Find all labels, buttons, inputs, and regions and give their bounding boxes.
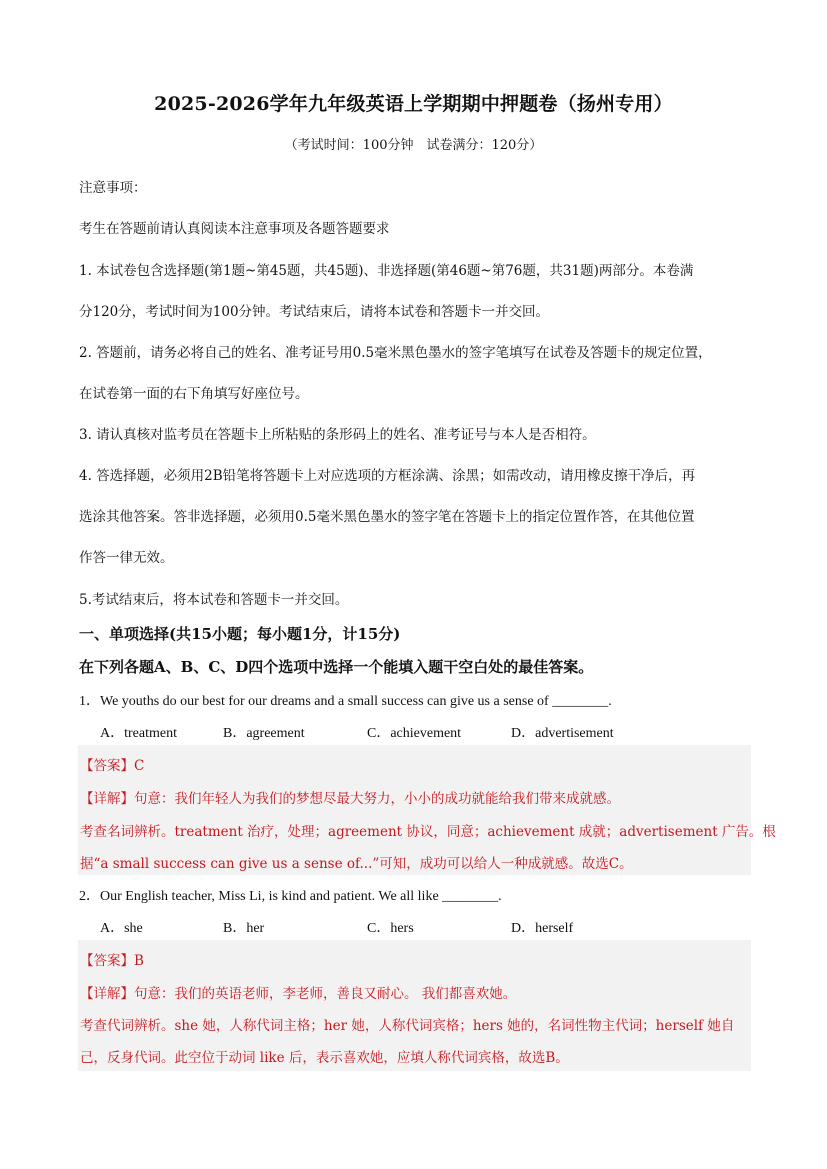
answer-detail: 考查代词辨析。she 她，人称代词主格；her 她，人称代词宾格；hers 她的，名词性物主代词；herself 她自 bbox=[80, 1018, 735, 1034]
notice-line: 作答一律无效。 bbox=[79, 550, 174, 566]
option-a: A．treatment bbox=[100, 726, 177, 741]
answer-detail: 己，反身代词。此空位于动词 like 后，表示喜欢她，应填人称代词宾格，故选B。 bbox=[80, 1050, 569, 1066]
notice-line: 2. 答题前，请务必将自己的姓名、准考证号用0.5毫米黑色墨水的签字笔填写在试卷及答题卡的规定位置， bbox=[79, 345, 712, 361]
notice-intro: 考生在答题前请认真阅读本注意事项及各题答题要求 bbox=[79, 221, 390, 237]
option-a: A．she bbox=[100, 921, 143, 936]
notice-line: 5.考试结束后，将本试卷和答题卡一并交回。 bbox=[79, 592, 349, 608]
answer-label: 【答案】B bbox=[80, 953, 144, 969]
option-b: B．her bbox=[223, 921, 265, 936]
answer-label: 【答案】C bbox=[80, 758, 145, 774]
notice-line: 3. 请认真核对监考员在答题卡上所粘贴的条形码上的姓名、准考证号与本人是否相符。 bbox=[79, 427, 596, 443]
section-instruction: 在下列各题A、B、C、D四个选项中选择一个能填入题干空白处的最佳答案。 bbox=[79, 658, 594, 676]
exam-title: 2025-2026学年九年级英语上学期期中押题卷（扬州专用） bbox=[154, 93, 673, 115]
answer-detail: 据“a small success can give us a sense of...”可知，成功可以给人一种成就感。故选C。 bbox=[80, 856, 633, 872]
answer-detail: 考查名词辨析。treatment 治疗，处理；agreement 协议，同意；achievement 成就；advertisement 广告。根 bbox=[80, 824, 776, 840]
question-stem: 2．Our English teacher, Miss Li, is kind and patient. We all like ________. bbox=[79, 889, 502, 904]
notice-heading: 注意事项： bbox=[79, 180, 147, 196]
option-d: D．herself bbox=[511, 921, 574, 936]
notice-line: 1. 本试卷包含选择题(第1题~第45题，共45题)、非选择题(第46题~第76题，共31题)两部分。本卷满 bbox=[79, 263, 694, 279]
answer-detail: 【详解】句意：我们年轻人为我们的梦想尽最大努力，小小的成功就能给我们带来成就感。 bbox=[80, 791, 620, 807]
question-stem: 1．We youths do our best for our dreams and a small success can give us a sense of ________. bbox=[79, 694, 612, 709]
notice-line: 4. 答选择题，必须用2B铅笔将答题卡上对应选项的方框涂满、涂黑；如需改动，请用橡皮擦干净后，再 bbox=[79, 468, 696, 484]
option-d: D．advertisement bbox=[511, 726, 614, 741]
option-b: B．agreement bbox=[223, 726, 305, 741]
option-c: C．achievement bbox=[367, 726, 462, 741]
answer-detail: 【详解】句意：我们的英语老师，李老师，善良又耐心。 我们都喜欢她。 bbox=[80, 986, 517, 1002]
notice-line: 在试卷第一面的右下角填写好座位号。 bbox=[79, 386, 309, 402]
exam-subtitle: （考试时间：100分钟 试卷满分：120分） bbox=[284, 138, 543, 153]
notice-line: 分120分，考试时间为100分钟。考试结束后，请将本试卷和答题卡一并交回。 bbox=[79, 304, 550, 320]
option-c: C．hers bbox=[367, 921, 414, 936]
section-heading: 一、单项选择(共15小题；每小题1分，计15分) bbox=[79, 625, 401, 643]
notice-line: 选涂其他答案。答非选择题，必须用0.5毫米黑色墨水的签字笔在答题卡上的指定位置作答，在其他位置 bbox=[79, 509, 695, 525]
